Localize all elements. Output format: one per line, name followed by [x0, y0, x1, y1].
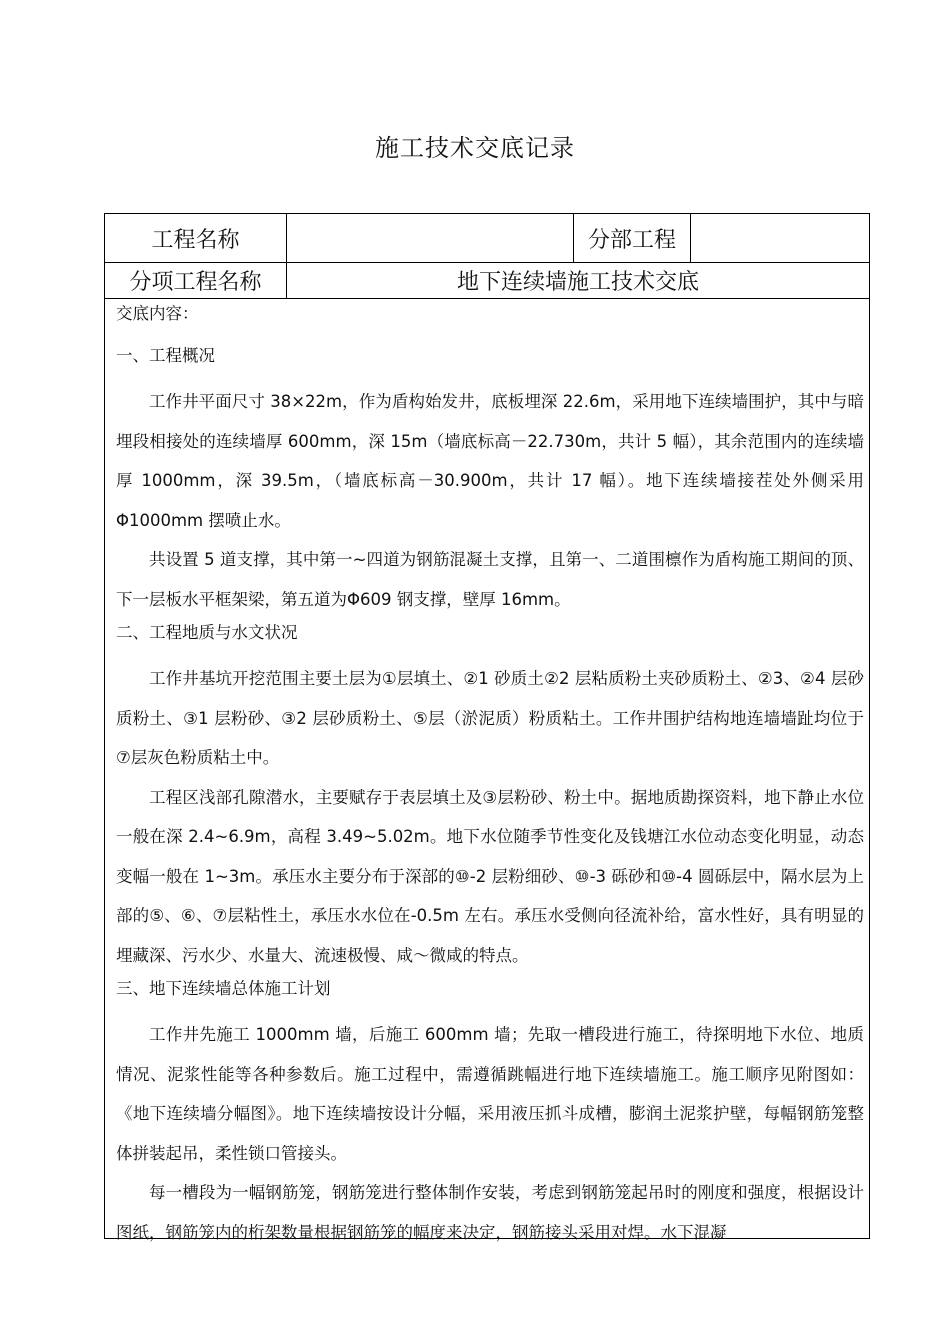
- paragraph: 共设置 5 道支撑，其中第一~四道为钢筋混凝土支撑，且第一、二道围檩作为盾构施工期间的顶、下一层板水平框架梁，第五道为Φ609 钢支撑，壁厚 16mm。: [116, 550, 864, 609]
- paragraph: 工作井先施工 1000mm 墙，后施工 600mm 墙；先取一槽段进行施工，待探明地下水位、地质情况、泥浆性能等各种参数后。施工过程中，需遵循跳幅进行地下连续墙施工。施工顺序见附图如：《地下连续墙分幅图》。地下连续墙按设计分幅，采用液压抓斗成槽，膨润土泥浆护壁，每幅钢筋笼整体拼装起吊，柔性锁口管接头。: [116, 1025, 864, 1163]
- section-heading: 三、地下连续墙总体施工计划: [116, 979, 331, 998]
- project-name-label: 工程名称: [151, 227, 240, 253]
- paragraph: 每一槽段为一幅钢筋笼，钢筋笼进行整体制作安装，考虑到钢筋笼起吊时的刚度和强度，根据设计图纸，钢筋笼内的桁架数量根据钢筋笼的幅度来决定，钢筋接头采用对焊。水下混凝: [116, 1183, 864, 1242]
- paragraph: 工程区浅部孔隙潜水，主要赋存于表层填土及③层粉砂、粉土中。据地质勘探资料，地下静止水位一般在深 2.4~6.9m，高程 3.49~5.02m。地下水位随季节性变化及钱塘江水位动态变化明显，动态变幅一般在 1~3m。承压水主要分布于深部的⑩-2 层粉细砂、⑩-3 砾砂和⑩-4 圆砾层中，隔水层为上部的⑤、⑥、⑦层粘性土，承压水水位在-0.5m 左右。承压水受侧向径流补给，富水性好，具有明显的埋藏深、污水少、水量大、流速极慢、咸～微咸的特点。: [116, 787, 864, 965]
- disclosure-form-table: [104, 213, 870, 1242]
- section-heading: 二、工程地质与水文状况: [116, 623, 298, 642]
- content-label: 交底内容：: [116, 304, 199, 323]
- row-divider: [105, 298, 869, 299]
- document-title: 施工技术交底记录: [375, 134, 575, 162]
- project-name-value: [287, 214, 573, 262]
- subitem-label: 分项工程名称: [129, 270, 262, 295]
- section-heading: 一、工程概况: [116, 346, 215, 365]
- paragraph: 工作井平面尺寸 38×22m，作为盾构始发井，底板埋深 22.6m，采用地下连续墙围护，其中与暗埋段相接处的连续墙厚 600mm，深 15m（墙底标高－22.730m，共计 5 幅），其余范围内的连续墙厚 1000mm，深 39.5m，（墙底标高－30.900m，共计 17 幅）。地下连续墙接茬处外侧采用Φ1000mm 摆喷止水。: [116, 392, 864, 530]
- subitem-value: 地下连续墙施工技术交底: [456, 270, 699, 295]
- division-value: [691, 214, 869, 262]
- division-label: 分部工程: [587, 227, 676, 253]
- paragraph: 工作井基坑开挖范围主要土层为①层填土、②1 砂质土②2 层粘质粉土夹砂质粉土、②3、②4 层砂质粉土、③1 层粉砂、③2 层砂质粉土、⑤层（淤泥质）粉质粘土。工作井围护结构地连墙墙趾均位于⑦层灰色粉质粘土中。: [116, 669, 864, 767]
- disclosure-content: [116, 300, 864, 1252]
